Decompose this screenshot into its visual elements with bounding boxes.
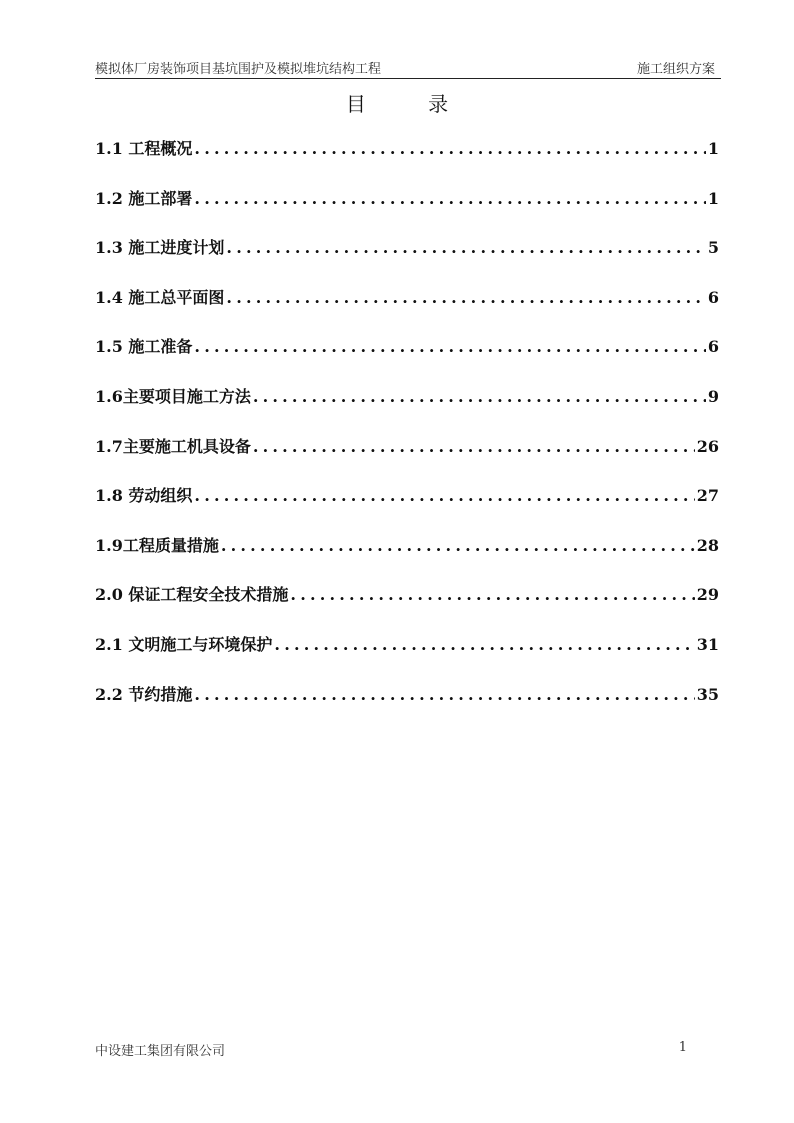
- toc-dot-leader: [290, 581, 694, 609]
- toc-dot-leader: [194, 333, 705, 361]
- toc-entry-1-1[interactable]: [95, 135, 719, 185]
- header-project-title: 模拟体厂房装饰项目基坑围护及模拟堆坑结构工程: [95, 62, 382, 77]
- toc-dot-leader: [226, 284, 705, 312]
- toc-dot-leader: [194, 482, 694, 510]
- toc-page-number: 6: [707, 337, 719, 357]
- header-document-type: 施工组织方案: [636, 62, 715, 77]
- toc-page-number: 1: [707, 188, 719, 208]
- toc-dot-leader: [253, 433, 695, 461]
- toc-dot-leader: [194, 681, 694, 709]
- toc-dot-leader: [274, 631, 694, 659]
- toc-entry-2-2[interactable]: [95, 681, 719, 731]
- toc-page-number: 6: [707, 287, 719, 307]
- toc-dot-leader: [194, 185, 705, 213]
- toc-entry-label: 1.4 施工总平面图: [95, 287, 225, 307]
- toc-page-number: 31: [696, 634, 719, 654]
- table-of-contents: [95, 135, 719, 730]
- toc-entry-2-1[interactable]: [95, 631, 719, 681]
- toc-page-number: 27: [696, 486, 719, 506]
- toc-dot-leader: [221, 532, 695, 560]
- toc-page-number: 29: [696, 585, 719, 605]
- toc-entry-1-3[interactable]: [95, 234, 719, 284]
- footer-company-name: 中设建工集团有限公司: [95, 1044, 226, 1059]
- toc-entry-label: 2.1 文明施工与环境保护: [95, 634, 273, 654]
- toc-entry-1-5[interactable]: [95, 333, 719, 383]
- toc-page-number: 26: [696, 436, 719, 456]
- toc-entry-1-2[interactable]: [95, 185, 719, 235]
- page-header: [95, 56, 721, 79]
- toc-entry-1-9[interactable]: [95, 532, 719, 582]
- toc-entry-label: 1.1 工程概况: [95, 139, 193, 158]
- toc-entry-1-6[interactable]: [95, 383, 719, 433]
- toc-entry-label: 1.2 施工部署: [95, 188, 193, 208]
- toc-page-number: 35: [696, 684, 719, 704]
- toc-title: 目 录: [345, 92, 477, 116]
- toc-dot-leader: [253, 383, 706, 411]
- toc-entry-label: 2.2 节约措施: [95, 684, 193, 704]
- toc-page-number: 28: [696, 535, 719, 555]
- toc-entry-label: 1.7主要施工机具设备: [95, 436, 251, 456]
- toc-entry-label: 1.3 施工进度计划: [95, 238, 225, 258]
- footer-page-number: 1: [678, 1040, 687, 1055]
- toc-entry-1-8[interactable]: [95, 482, 719, 532]
- toc-entry-label: 2.0 保证工程安全技术措施: [95, 585, 289, 605]
- toc-entry-label: 1.6主要项目施工方法: [95, 386, 251, 406]
- toc-dot-leader: [226, 234, 705, 262]
- toc-entry-1-7[interactable]: [95, 433, 719, 483]
- toc-entry-label: 1.8 劳动组织: [95, 486, 193, 506]
- toc-page-number: 9: [707, 386, 719, 406]
- toc-entry-1-4[interactable]: [95, 284, 719, 334]
- toc-page-number: 5: [707, 238, 719, 258]
- toc-entry-label: 1.5 施工准备: [95, 337, 193, 357]
- toc-dot-leader: [194, 135, 705, 163]
- toc-page-number: 1: [707, 139, 719, 158]
- toc-entry-2-0[interactable]: [95, 581, 719, 631]
- toc-entry-label: 1.9工程质量措施: [95, 535, 219, 555]
